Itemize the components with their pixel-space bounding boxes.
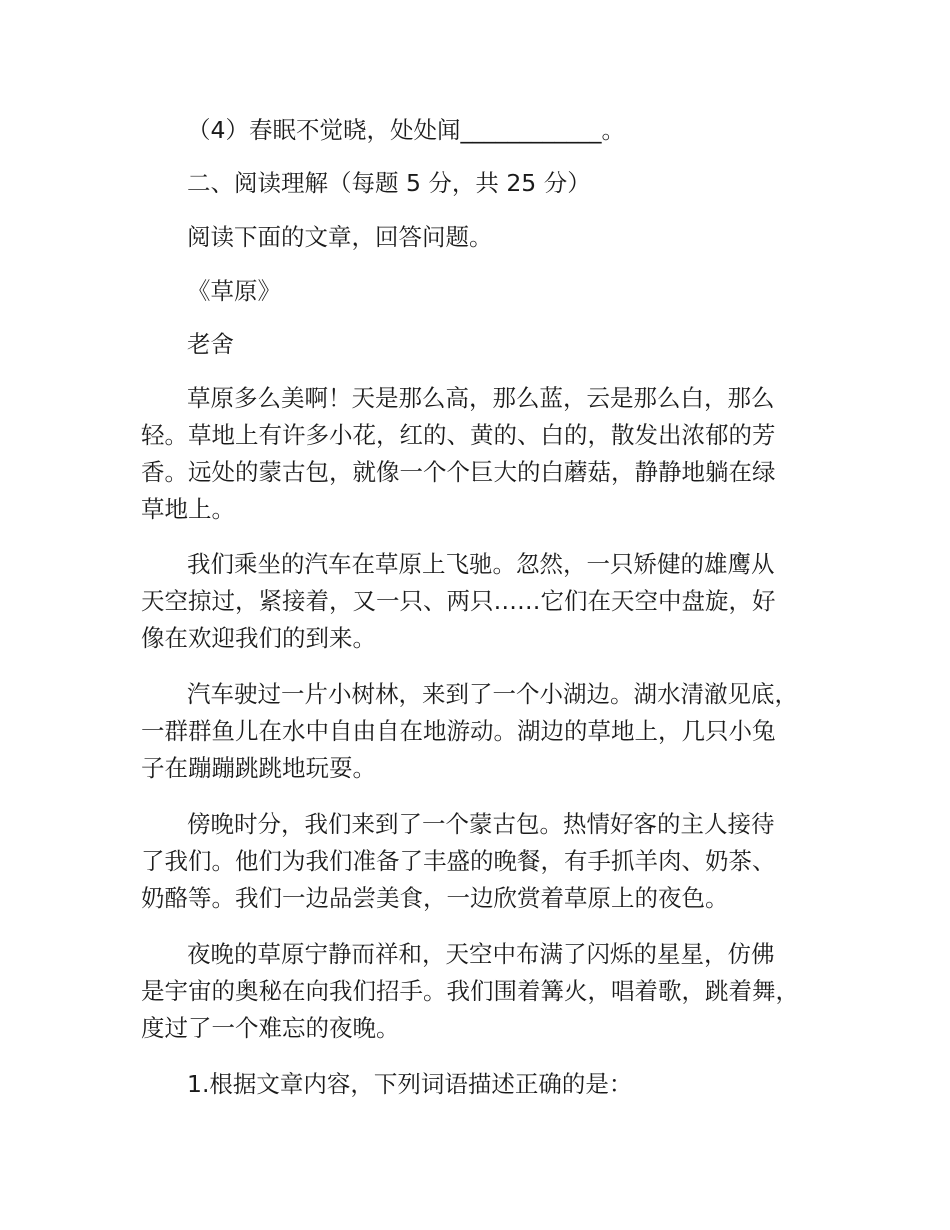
article-paragraph-5 [141, 936, 821, 1047]
question-1: 1.根据文章内容，下列词语描述正确的是： [187, 1070, 633, 1098]
article-title: 《草原》 [187, 277, 281, 305]
article-paragraph-4 [141, 806, 821, 917]
paragraph-line: 汽车驶过一片小树林，来到了一个小湖边。湖水清澈见底， [187, 680, 798, 708]
section-heading: 二、阅读理解（每题 5 分，共 25 分） [187, 169, 591, 197]
reading-instruction: 阅读下面的文章，回答问题。 [187, 223, 493, 251]
article-paragraph-3 [141, 676, 821, 787]
paragraph-line: 傍晚时分，我们来到了一个蒙古包。热情好客的主人接待 [187, 810, 775, 838]
paragraph-line: 像在欢迎我们的到来。 [141, 624, 376, 652]
paragraph-line: 天空掠过，紧接着，又一只、两只……它们在天空中盘旋，好 [141, 587, 776, 615]
article-author: 老舍 [187, 330, 234, 358]
paragraph-line: 夜晚的草原宁静而祥和，天空中布满了闪烁的星星，仿佛 [187, 940, 775, 968]
paragraph-line: 奶酪等。我们一边品尝美食，一边欣赏着草原上的夜色。 [141, 884, 729, 912]
paragraph-line: 度过了一个难忘的夜晚。 [141, 1014, 400, 1042]
paragraph-line: 草原多么美啊！天是那么高，那么蓝，云是那么白，那么 [187, 384, 775, 412]
paragraph-line: 子在蹦蹦跳跳地玩耍。 [141, 754, 376, 782]
paragraph-line: 我们乘坐的汽车在草原上飞驰。忽然，一只矫健的雄鹰从 [187, 550, 775, 578]
paragraph-line: 是宇宙的奥秘在向我们招手。我们围着篝火，唱着歌，跳着舞， [141, 977, 799, 1005]
article-paragraph-2 [141, 546, 821, 657]
paragraph-line: 轻。草地上有许多小花，红的、黄的、白的，散发出浓郁的芳 [141, 421, 776, 449]
article-paragraph-1 [141, 380, 821, 528]
paragraph-line: 香。远处的蒙古包，就像一个个巨大的白蘑菇，静静地躺在绿 [141, 458, 776, 486]
paragraph-line: 一群群鱼儿在水中自由自在地游动。湖边的草地上，几只小兔 [141, 717, 776, 745]
paragraph-line: 草地上。 [141, 495, 235, 523]
fill-in-item-4: （4）春眠不觉晓，处处闻____________。 [187, 116, 625, 144]
paragraph-line: 了我们。他们为我们准备了丰盛的晚餐，有手抓羊肉、奶茶、 [141, 847, 776, 875]
